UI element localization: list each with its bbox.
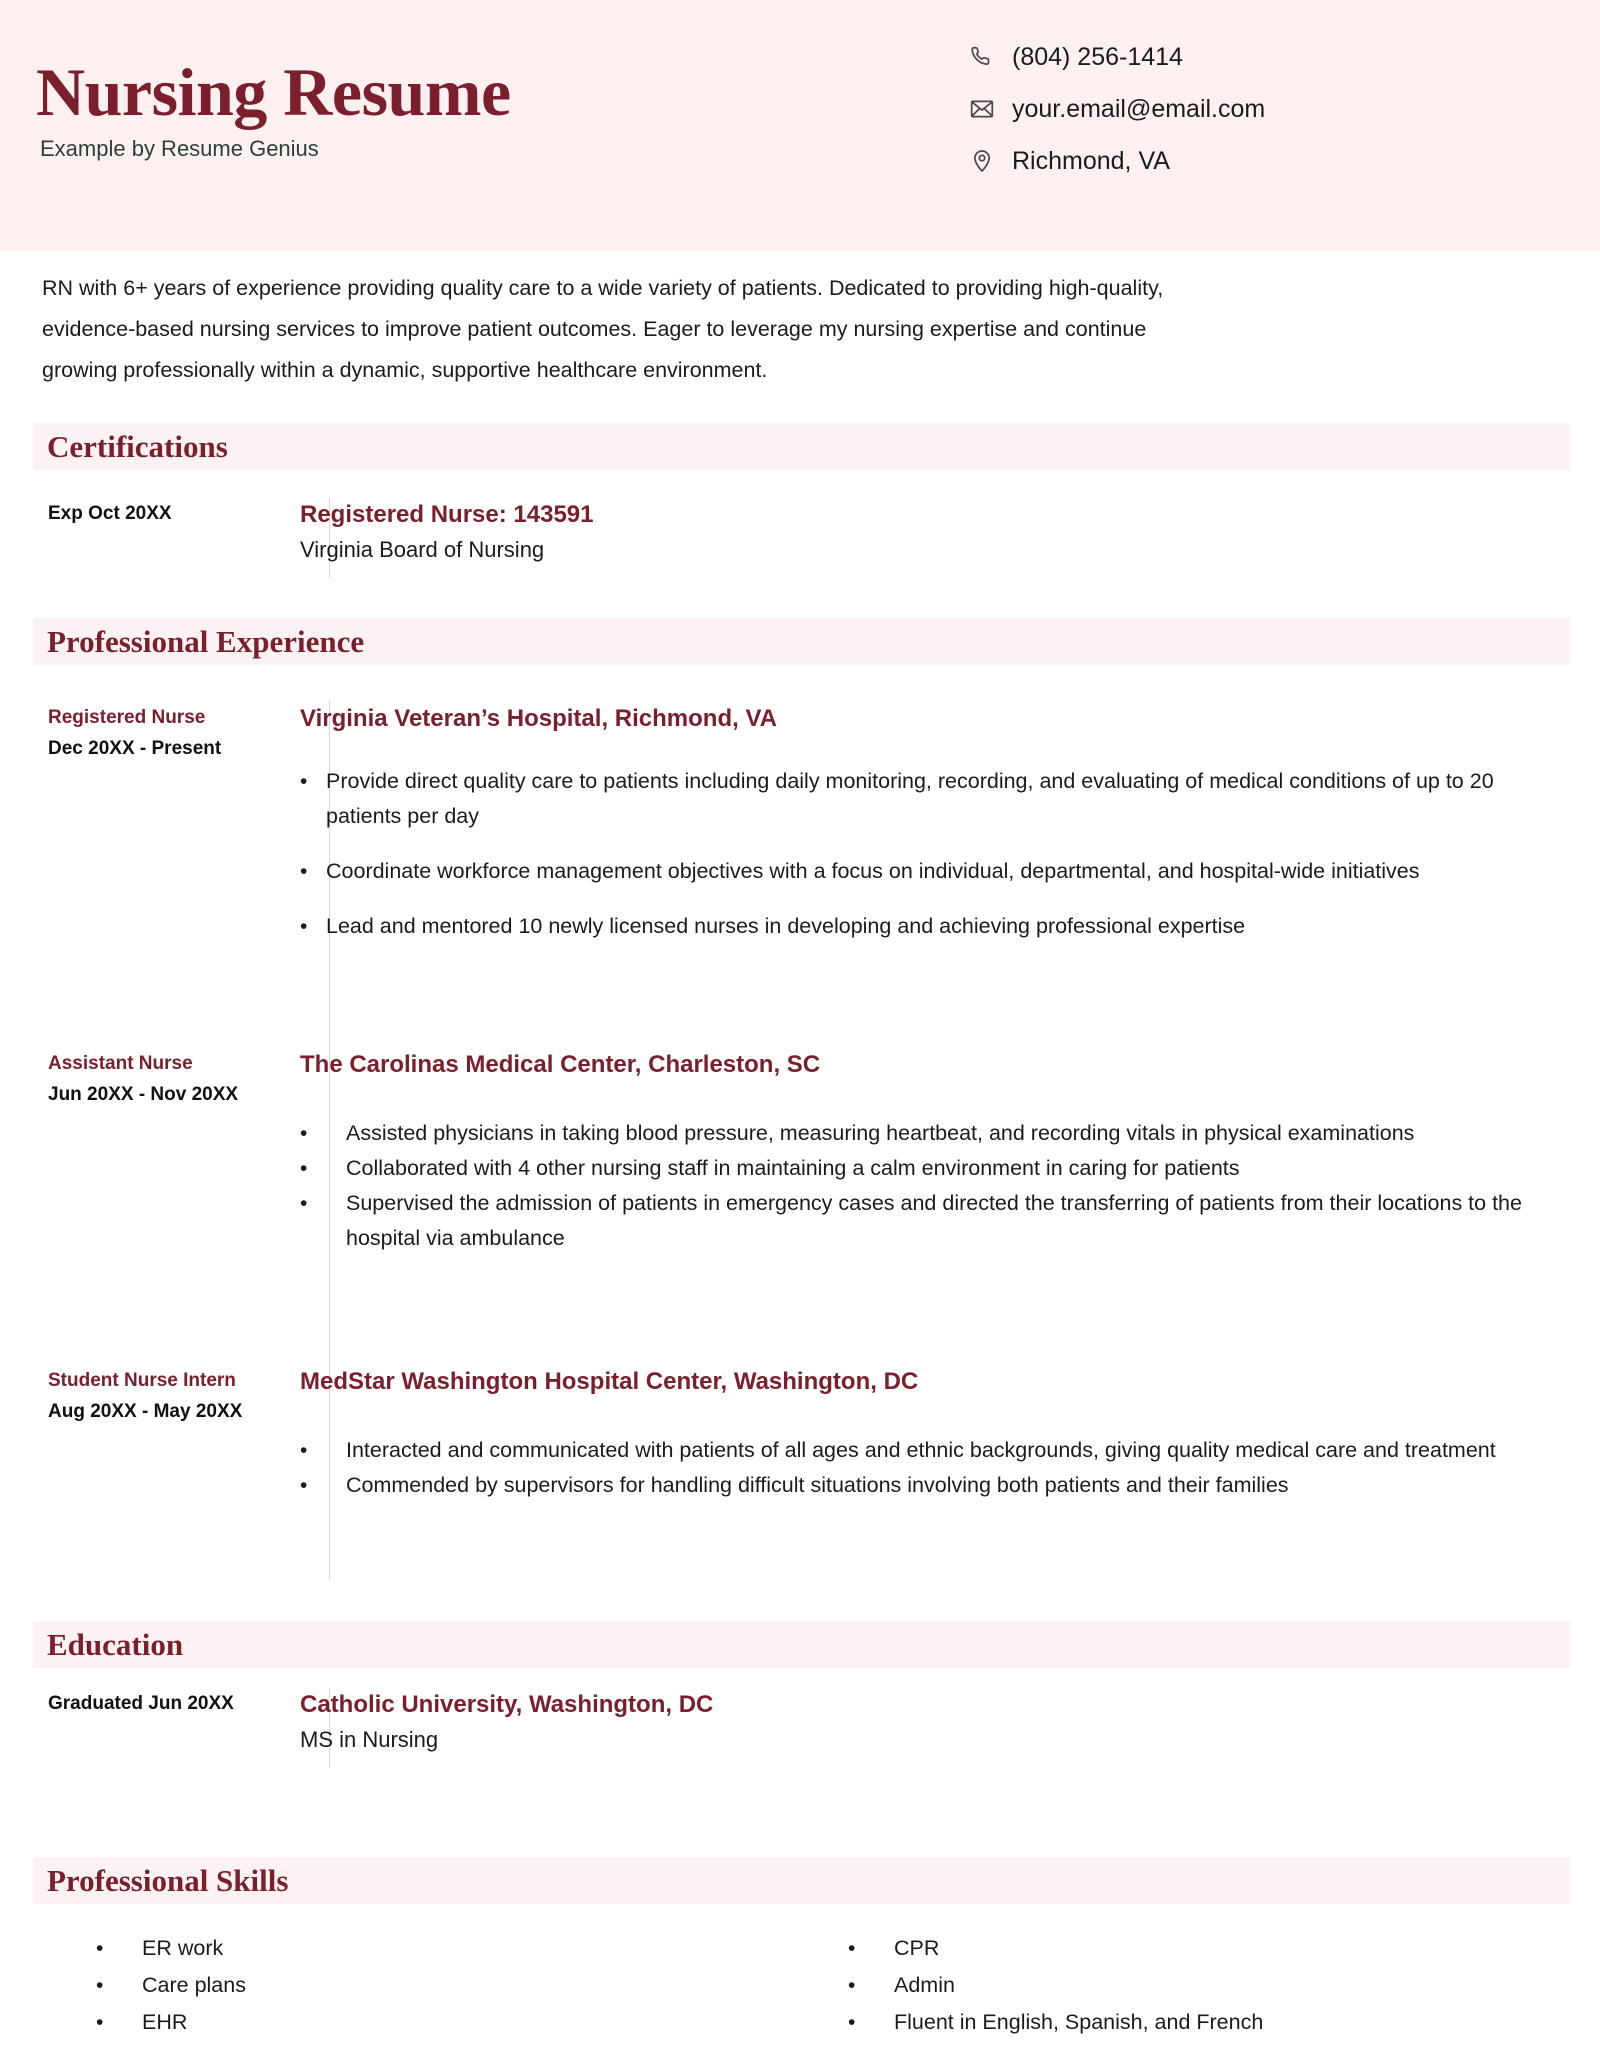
education-detail-col	[300, 1688, 1460, 1758]
skill-text: ER work	[142, 1936, 224, 1960]
experience-left-col	[48, 702, 308, 764]
page-title: Nursing Resume	[36, 54, 511, 130]
job-bullet	[300, 1151, 1530, 1186]
bullet-dot: •	[300, 1439, 308, 1462]
experience-right-col	[300, 1365, 1540, 1503]
job-bullet-text: Supervised the admission of patients in emergency cases and directed the transferring of patients from their locations to the hospital via ambulance	[346, 1191, 1522, 1250]
section-title: Professional Skills	[47, 1863, 289, 1898]
name-block	[36, 54, 511, 162]
job-bullet-text: Commended by supervisors for handling difficult situations involving both patients and their families	[346, 1473, 1289, 1497]
phone-icon	[968, 43, 996, 71]
bullet-dot: •	[300, 770, 308, 793]
experience-left-col	[48, 1365, 308, 1427]
skills-column-right	[848, 1930, 1600, 2041]
education-date: Graduated Jun 20XX	[48, 1693, 234, 1714]
bullet-dot: •	[848, 1937, 856, 1960]
bullet-dot: •	[300, 915, 308, 938]
certification-date-col	[48, 498, 308, 529]
skill-item	[96, 1930, 848, 1967]
bullet-dot: •	[848, 1974, 856, 1997]
section-title: Professional Experience	[47, 624, 365, 659]
job-dates: Jun 20XX - Nov 20XX	[48, 1084, 239, 1105]
skill-text: EHR	[142, 2010, 188, 2034]
email-value: your.email@email.com	[1012, 94, 1266, 123]
job-bullet	[300, 1116, 1530, 1151]
job-dates: Dec 20XX - Present	[48, 738, 222, 759]
skill-item	[96, 2004, 848, 2041]
section-header-skills	[33, 1857, 1570, 1904]
job-bullet	[300, 1468, 1540, 1503]
envelope-icon	[968, 95, 996, 123]
job-role: Assistant Nurse	[48, 1053, 193, 1074]
skill-text: CPR	[894, 1936, 940, 1960]
bullet-dot: •	[96, 2011, 104, 2034]
job-bullet	[300, 1186, 1530, 1256]
bullet-dot: •	[300, 1122, 308, 1145]
bullet-dot: •	[300, 1157, 308, 1180]
experience-right-col	[300, 1048, 1530, 1256]
bullet-dot: •	[300, 1192, 308, 1215]
job-bullet	[300, 854, 1550, 889]
education-degree: MS in Nursing	[300, 1727, 439, 1752]
contact-block	[968, 42, 1265, 176]
skill-item	[848, 1930, 1600, 1967]
phone-value: (804) 256-1414	[1012, 42, 1183, 71]
resume-header	[0, 0, 1600, 250]
job-bullet-list	[300, 764, 1550, 944]
contact-location[interactable]	[968, 146, 1265, 176]
bullet-dot: •	[96, 1974, 104, 1997]
job-bullet-text: Provide direct quality care to patients including daily monitoring, recording, and evaluating of medical conditions of up to 20 patients per day	[326, 769, 1494, 828]
job-role: Student Nurse Intern	[48, 1370, 236, 1391]
job-bullet-text: Lead and mentored 10 newly licensed nurses in developing and achieving professional expertise	[326, 914, 1246, 938]
skill-text: Admin	[894, 1973, 955, 1997]
job-organization: MedStar Washington Hospital Center, Washington, DC	[300, 1368, 919, 1395]
certification-title: Registered Nurse: 143591	[300, 501, 594, 528]
certification-entry	[0, 498, 1600, 578]
job-bullet-text: Interacted and communicated with patients of all ages and ethnic backgrounds, giving quality medical care and treatment	[346, 1438, 1496, 1462]
education-school: Catholic University, Washington, DC	[300, 1691, 714, 1718]
location-value: Richmond, VA	[1012, 146, 1170, 175]
skills-column-left	[96, 1930, 848, 2041]
job-organization: The Carolinas Medical Center, Charleston, SC	[300, 1051, 821, 1078]
job-bullet-list	[300, 1433, 1540, 1503]
section-title: Education	[47, 1627, 184, 1662]
job-bullet-list	[300, 1116, 1530, 1256]
skill-item	[848, 1967, 1600, 2004]
experience-right-col	[300, 702, 1550, 944]
skill-text: Care plans	[142, 1973, 246, 1997]
section-header-experience	[33, 618, 1570, 665]
job-role: Registered Nurse	[48, 707, 206, 728]
experience-entry-1	[0, 702, 1600, 1002]
contact-email[interactable]	[968, 94, 1265, 124]
skill-item	[848, 2004, 1600, 2041]
bullet-dot: •	[848, 2011, 856, 2034]
contact-phone[interactable]	[968, 42, 1265, 72]
certification-issuer: Virginia Board of Nursing	[300, 537, 545, 562]
section-header-certifications	[33, 423, 1570, 470]
education-date-col	[48, 1688, 308, 1719]
location-pin-icon	[968, 147, 996, 175]
bullet-dot: •	[300, 1474, 308, 1497]
job-dates: Aug 20XX - May 20XX	[48, 1401, 243, 1422]
bullet-dot: •	[300, 860, 308, 883]
job-bullet-text: Assisted physicians in taking blood pressure, measuring heartbeat, and recording vitals in physical examinations	[346, 1121, 1415, 1145]
job-bullet	[300, 909, 1550, 944]
job-bullet	[300, 764, 1550, 834]
skill-text: Fluent in English, Spanish, and French	[894, 2010, 1264, 2034]
job-organization: Virginia Veteran’s Hospital, Richmond, VA	[300, 705, 777, 732]
certification-detail-col	[300, 498, 1460, 568]
experience-entry-2	[0, 1048, 1600, 1348]
professional-summary: RN with 6+ years of experience providing quality care to a wide variety of patients. Dedicated to providing high-quality, evidence-based nursing services to improve patient outcomes. Eager to leverage my nursing expertise and continue growing professionally within a dynamic, supportive healthcare environment.	[42, 276, 1164, 382]
experience-left-col	[48, 1048, 308, 1110]
section-header-education	[33, 1621, 1570, 1668]
skills-list	[0, 1930, 1600, 2041]
job-bullet-text: Collaborated with 4 other nursing staff in maintaining a calm environment in caring for patients	[346, 1156, 1240, 1180]
bullet-dot: •	[96, 1937, 104, 1960]
job-bullet	[300, 1433, 1540, 1468]
education-entry	[0, 1688, 1600, 1768]
experience-entry-3	[0, 1365, 1600, 1605]
section-title: Certifications	[47, 429, 228, 464]
page-subtitle: Example by Resume Genius	[40, 136, 319, 161]
certification-date: Exp Oct 20XX	[48, 503, 172, 524]
job-bullet-text: Coordinate workforce management objectives with a focus on individual, departmental, and hospital-wide initiatives	[326, 859, 1420, 883]
skill-item	[96, 1967, 848, 2004]
